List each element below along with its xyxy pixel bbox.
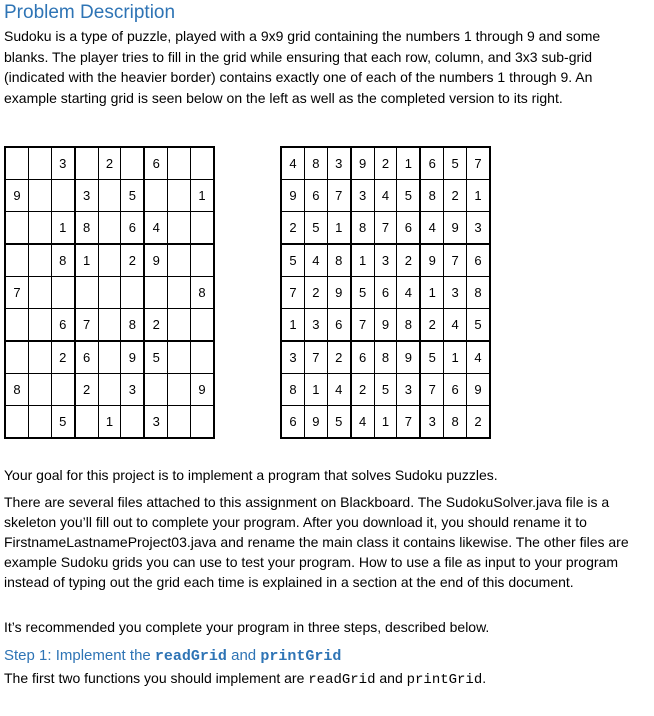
grid-cell bbox=[51, 277, 74, 309]
grid-cell: 3 bbox=[121, 374, 144, 406]
grid-cell: 8 bbox=[327, 244, 350, 277]
grid-cell bbox=[28, 309, 51, 342]
grid-cell: 1 bbox=[304, 374, 327, 406]
grid-row bbox=[5, 244, 214, 277]
sudoku-solved-grid bbox=[280, 146, 491, 439]
grid-cell: 3 bbox=[75, 180, 98, 212]
grid-cell: 2 bbox=[75, 374, 98, 406]
grid-cell: 4 bbox=[374, 180, 397, 212]
grid-cell: 6 bbox=[351, 341, 374, 374]
sudoku-start-grid bbox=[4, 146, 215, 439]
grid-cell bbox=[28, 406, 51, 439]
grid-cell: 8 bbox=[304, 147, 327, 180]
grid-cell: 1 bbox=[75, 244, 98, 277]
grid-cell: 5 bbox=[467, 309, 491, 342]
grid-cell: 6 bbox=[467, 244, 491, 277]
grid-cell: 6 bbox=[374, 277, 397, 309]
grid-cell: 6 bbox=[304, 180, 327, 212]
grid-cell: 9 bbox=[351, 147, 374, 180]
grid-cell bbox=[51, 180, 74, 212]
grid-cell bbox=[28, 180, 51, 212]
grid-cell: 4 bbox=[144, 212, 167, 245]
grid-cell: 4 bbox=[397, 277, 420, 309]
grid-cell: 8 bbox=[420, 180, 443, 212]
grid-cell: 5 bbox=[327, 406, 350, 439]
grid-cell bbox=[98, 180, 121, 212]
grid-cell bbox=[144, 180, 167, 212]
grid-cell bbox=[168, 212, 191, 245]
grid-cell: 1 bbox=[374, 406, 397, 439]
goal-paragraph: Your goal for this project is to implement a program that solves Sudoku puzzles. bbox=[4, 467, 498, 483]
grid-cell: 3 bbox=[374, 244, 397, 277]
grid-cell: 8 bbox=[121, 309, 144, 342]
grid-cell: 8 bbox=[397, 309, 420, 342]
grid-cell bbox=[98, 277, 121, 309]
grid-cell bbox=[168, 374, 191, 406]
grid-cell: 2 bbox=[444, 180, 467, 212]
grid-cell: 7 bbox=[304, 341, 327, 374]
intro-paragraph: Sudoku is a type of puzzle, played with a 9x9 grid containing the numbers 1 through 9 and some blanks. The player tries to fill in the grid while ensuring that each row, column, and 3x3 sub-grid (indicated with the heavier border) contains exactly one of each of the numbers 1 through 9. An example starting grid is seen below on the left as well as the completed version to its right. bbox=[4, 28, 601, 106]
grid-cell: 8 bbox=[467, 277, 491, 309]
grid-cell: 5 bbox=[351, 277, 374, 309]
grid-cell: 5 bbox=[281, 244, 304, 277]
grid-cell bbox=[5, 147, 28, 180]
grid-row bbox=[281, 244, 490, 277]
grid-cell bbox=[191, 147, 214, 180]
grid-cell bbox=[168, 309, 191, 342]
grid-cell bbox=[28, 277, 51, 309]
grid-cell: 6 bbox=[420, 147, 443, 180]
grid-cell: 8 bbox=[351, 212, 374, 245]
grid-cell: 4 bbox=[304, 244, 327, 277]
grid-cell: 2 bbox=[351, 374, 374, 406]
grid-cell: 2 bbox=[397, 244, 420, 277]
grid-cell bbox=[98, 212, 121, 245]
grid-cell: 5 bbox=[51, 406, 74, 439]
grid-cell: 4 bbox=[420, 212, 443, 245]
grid-cell: 4 bbox=[351, 406, 374, 439]
grid-cell: 1 bbox=[281, 309, 304, 342]
grid-cell: 7 bbox=[374, 212, 397, 245]
grid-cell: 2 bbox=[420, 309, 443, 342]
grid-cell: 7 bbox=[420, 374, 443, 406]
grid-row bbox=[281, 147, 490, 180]
grid-cell: 9 bbox=[144, 244, 167, 277]
grid-cell: 4 bbox=[444, 309, 467, 342]
grid-cell: 6 bbox=[144, 147, 167, 180]
grid-cell bbox=[191, 341, 214, 374]
grid-cell: 2 bbox=[467, 406, 491, 439]
step1-heading bbox=[4, 647, 341, 665]
grid-row bbox=[5, 309, 214, 342]
grid-cell: 1 bbox=[397, 147, 420, 180]
grid-cell: 6 bbox=[397, 212, 420, 245]
grid-row bbox=[281, 212, 490, 245]
grid-cell: 8 bbox=[191, 277, 214, 309]
grid-cell bbox=[191, 244, 214, 277]
grid-cell: 9 bbox=[420, 244, 443, 277]
step1-heading-func-printgrid: printGrid bbox=[260, 648, 342, 665]
grid-cell: 8 bbox=[444, 406, 467, 439]
grid-cell: 8 bbox=[51, 244, 74, 277]
grid-cell bbox=[168, 406, 191, 439]
grid-cell: 3 bbox=[51, 147, 74, 180]
grid-cell: 1 bbox=[98, 406, 121, 439]
grid-row bbox=[5, 374, 214, 406]
grid-cell: 7 bbox=[444, 244, 467, 277]
grid-cell: 3 bbox=[444, 277, 467, 309]
grid-row bbox=[281, 180, 490, 212]
grid-row bbox=[5, 277, 214, 309]
grid-cell: 2 bbox=[121, 244, 144, 277]
grid-cell bbox=[5, 212, 28, 245]
grid-cell: 1 bbox=[327, 212, 350, 245]
grid-cell bbox=[5, 309, 28, 342]
grid-cell: 3 bbox=[420, 406, 443, 439]
grid-cell bbox=[28, 374, 51, 406]
grid-cell: 3 bbox=[304, 309, 327, 342]
grid-row bbox=[281, 341, 490, 374]
grid-cell bbox=[168, 341, 191, 374]
grid-cell: 3 bbox=[281, 341, 304, 374]
grid-row bbox=[5, 147, 214, 180]
grid-cell: 2 bbox=[327, 341, 350, 374]
step1-heading-joiner: and bbox=[226, 647, 261, 664]
grid-cell bbox=[121, 406, 144, 439]
grid-cell: 4 bbox=[467, 341, 491, 374]
grid-cell: 9 bbox=[467, 374, 491, 406]
step1-body-prefix: The first two functions you should implement are bbox=[4, 670, 309, 686]
step1-heading-func-readgrid: readGrid bbox=[154, 648, 227, 665]
grid-cell: 3 bbox=[144, 406, 167, 439]
grid-cell: 7 bbox=[351, 309, 374, 342]
grid-cell: 8 bbox=[75, 212, 98, 245]
grid-cell: 9 bbox=[304, 406, 327, 439]
grid-cell: 7 bbox=[327, 180, 350, 212]
grid-cell bbox=[168, 180, 191, 212]
grid-cell: 3 bbox=[327, 147, 350, 180]
grid-cell: 6 bbox=[327, 309, 350, 342]
grid-cell: 8 bbox=[5, 374, 28, 406]
grid-cell: 9 bbox=[327, 277, 350, 309]
grid-cell: 6 bbox=[444, 374, 467, 406]
grid-cell: 9 bbox=[281, 180, 304, 212]
grid-cell bbox=[28, 244, 51, 277]
grid-cell bbox=[51, 374, 74, 406]
grid-row bbox=[281, 309, 490, 342]
grid-cell: 2 bbox=[374, 147, 397, 180]
grid-cell bbox=[98, 374, 121, 406]
grid-cell bbox=[191, 309, 214, 342]
step1-paragraph bbox=[4, 668, 644, 690]
grid-row bbox=[281, 374, 490, 406]
grid-cell bbox=[98, 341, 121, 374]
grid-cell: 9 bbox=[374, 309, 397, 342]
grid-cell bbox=[75, 406, 98, 439]
grid-cell: 3 bbox=[397, 374, 420, 406]
grid-row bbox=[5, 212, 214, 245]
grid-cell bbox=[75, 277, 98, 309]
grid-cell: 6 bbox=[121, 212, 144, 245]
grid-cell: 9 bbox=[121, 341, 144, 374]
grid-cell: 5 bbox=[420, 341, 443, 374]
grid-cell: 2 bbox=[98, 147, 121, 180]
grid-cell bbox=[28, 341, 51, 374]
grid-cell: 4 bbox=[281, 147, 304, 180]
grid-cell: 1 bbox=[420, 277, 443, 309]
grid-cell bbox=[28, 212, 51, 245]
grid-cell: 5 bbox=[144, 341, 167, 374]
grid-cell: 2 bbox=[144, 309, 167, 342]
grid-cell: 5 bbox=[374, 374, 397, 406]
grid-cell: 2 bbox=[281, 212, 304, 245]
grid-cell: 7 bbox=[467, 147, 491, 180]
grid-cell: 7 bbox=[281, 277, 304, 309]
grid-cell bbox=[98, 244, 121, 277]
grid-cell bbox=[168, 244, 191, 277]
grid-cell: 1 bbox=[191, 180, 214, 212]
grid-cell bbox=[121, 277, 144, 309]
grid-cell bbox=[5, 341, 28, 374]
grid-cell bbox=[191, 212, 214, 245]
step1-body-func-printgrid: printGrid bbox=[406, 672, 483, 688]
grid-cell: 1 bbox=[444, 341, 467, 374]
grid-cell: 9 bbox=[397, 341, 420, 374]
grid-cell: 6 bbox=[51, 309, 74, 342]
grid-cell: 8 bbox=[374, 341, 397, 374]
grid-cell: 9 bbox=[191, 374, 214, 406]
grid-cell: 6 bbox=[75, 341, 98, 374]
grid-row bbox=[5, 406, 214, 439]
grid-cell bbox=[168, 147, 191, 180]
grid-cell: 2 bbox=[304, 277, 327, 309]
grid-cell: 6 bbox=[281, 406, 304, 439]
grid-cell: 7 bbox=[5, 277, 28, 309]
grid-cell bbox=[5, 406, 28, 439]
grid-cell: 3 bbox=[467, 212, 491, 245]
grid-cell: 8 bbox=[281, 374, 304, 406]
grid-cell: 1 bbox=[51, 212, 74, 245]
files-paragraph: There are several files attached to this assignment on Blackboard. The SudokuSolver.java file is a skeleton you’ll fill out to complete your program. After you download it, you should rename it to FirstnameLastnameProject03.java and rename the main class it contains likewise. The other files are example Sudoku grids you can use to test your program. How to use a file as input to your program instead of typing out the grid each time is explained in a section at the end of this document. bbox=[4, 494, 629, 590]
step1-heading-prefix: Step 1: Implement the bbox=[4, 647, 155, 664]
grid-cell: 4 bbox=[327, 374, 350, 406]
grid-cell bbox=[5, 244, 28, 277]
grid-cell: 7 bbox=[397, 406, 420, 439]
grid-row bbox=[5, 341, 214, 374]
recommend-paragraph: It’s recommended you complete your program in three steps, described below. bbox=[4, 619, 490, 635]
grid-row bbox=[5, 180, 214, 212]
grid-cell bbox=[98, 309, 121, 342]
grid-cell: 1 bbox=[467, 180, 491, 212]
grid-cell bbox=[28, 147, 51, 180]
grid-cell: 5 bbox=[121, 180, 144, 212]
grid-cell: 7 bbox=[75, 309, 98, 342]
grid-cell: 2 bbox=[51, 341, 74, 374]
grid-cell: 1 bbox=[351, 244, 374, 277]
grid-cell: 5 bbox=[444, 147, 467, 180]
grid-cell: 3 bbox=[351, 180, 374, 212]
grid-cell bbox=[121, 147, 144, 180]
grid-cell: 5 bbox=[304, 212, 327, 245]
grid-row bbox=[281, 277, 490, 309]
step1-body-joiner: and bbox=[375, 670, 407, 686]
grid-row bbox=[281, 406, 490, 439]
grid-cell bbox=[75, 147, 98, 180]
grid-cell bbox=[168, 277, 191, 309]
grid-cell bbox=[144, 374, 167, 406]
grid-cell bbox=[191, 406, 214, 439]
grid-cell bbox=[144, 277, 167, 309]
step1-body-func-readgrid: readGrid bbox=[308, 672, 376, 688]
grid-cell: 5 bbox=[397, 180, 420, 212]
section-heading: Problem Description bbox=[4, 2, 176, 23]
grid-cell: 9 bbox=[5, 180, 28, 212]
grid-cell: 9 bbox=[444, 212, 467, 245]
step1-body-suffix: . bbox=[482, 670, 487, 686]
